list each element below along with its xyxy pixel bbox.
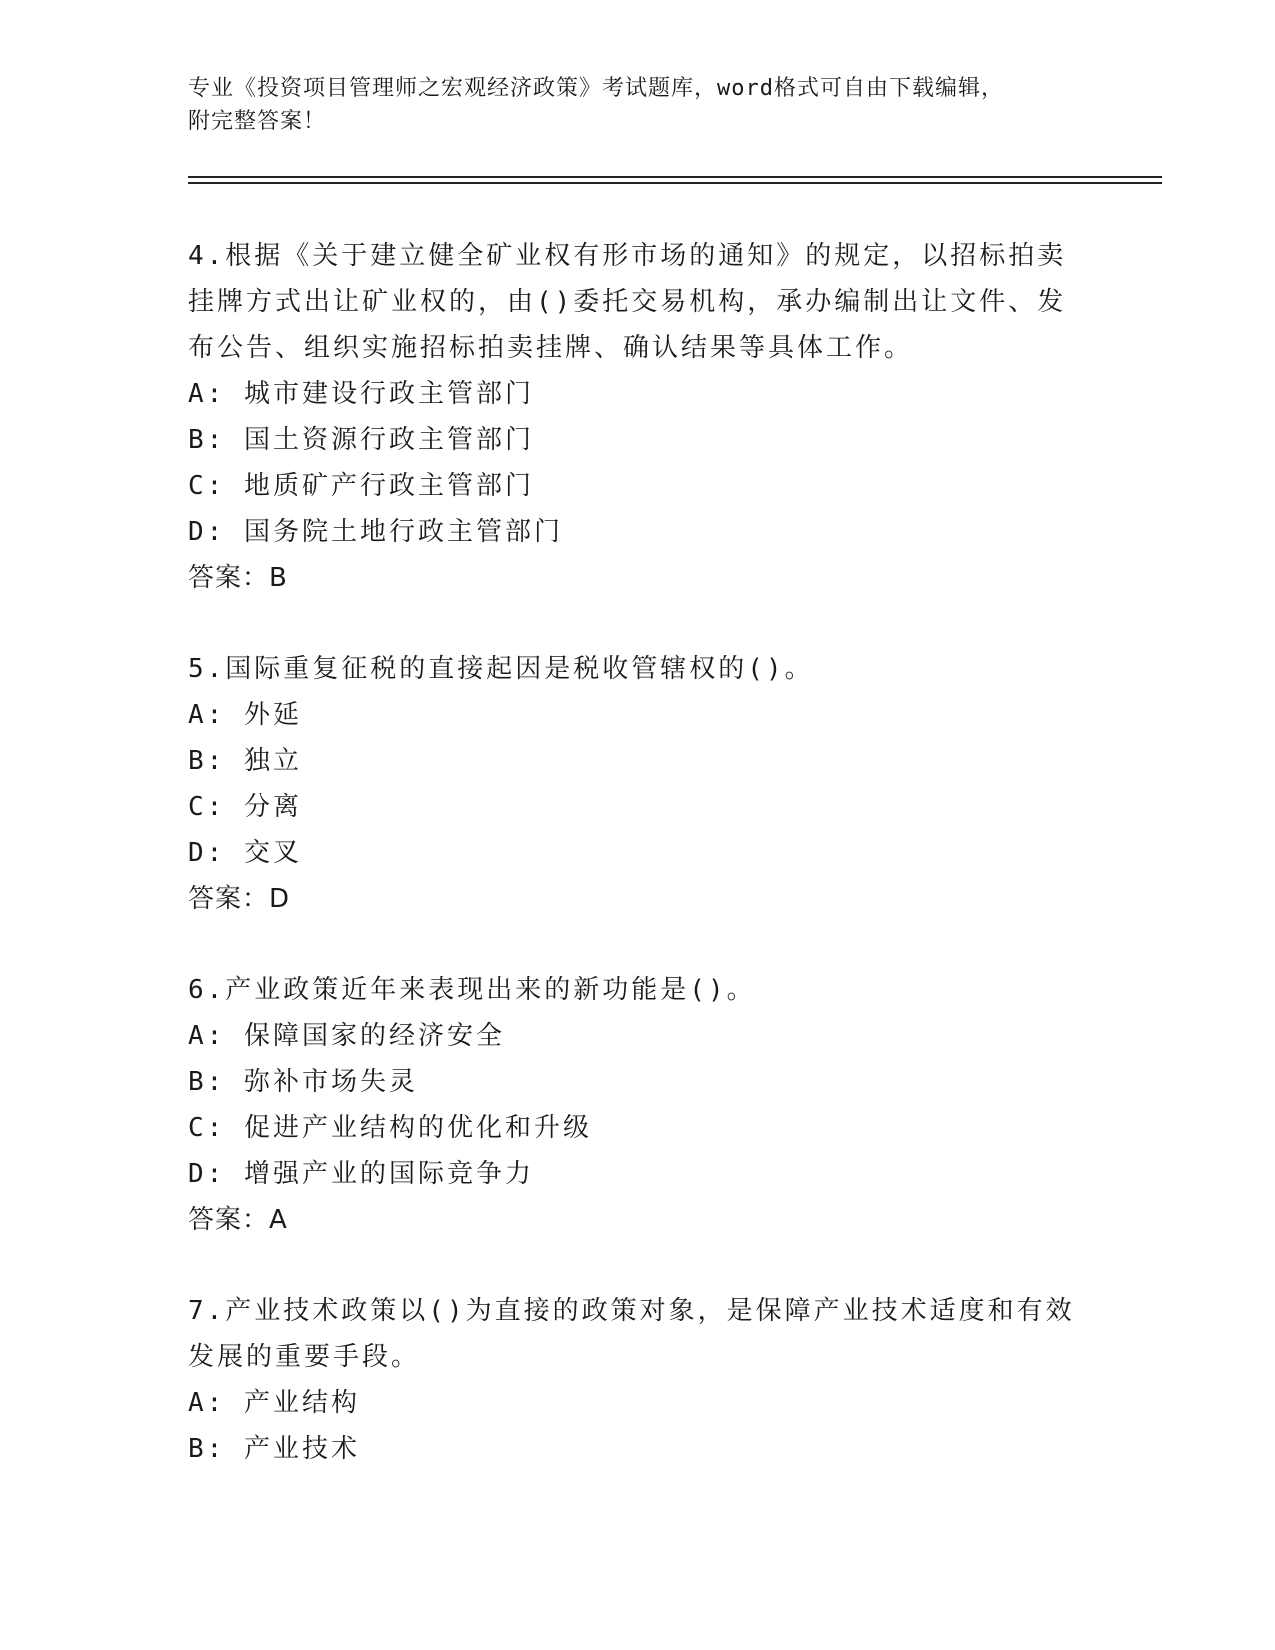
question-stem: 6.产业政策近年来表现出来的新功能是()。 bbox=[188, 975, 756, 1005]
question-stem: 7.产业技术政策以()为直接的政策对象，是保障产业技术适度和有效发展的重要手段。 bbox=[188, 1296, 1075, 1372]
question-6 bbox=[188, 967, 1088, 1243]
header-rule-bottom bbox=[188, 182, 1162, 184]
option-d: D: 国务院土地行政主管部门 bbox=[188, 517, 563, 547]
question-5 bbox=[188, 646, 1088, 922]
document-header bbox=[188, 72, 1088, 138]
option-a: A: 城市建设行政主管部门 bbox=[188, 379, 534, 409]
option-d: D: 交叉 bbox=[188, 838, 302, 868]
option-d: D: 增强产业的国际竞争力 bbox=[188, 1159, 534, 1189]
question-list bbox=[188, 233, 1088, 1472]
option-c: C: 促进产业结构的优化和升级 bbox=[188, 1113, 592, 1143]
question-7 bbox=[188, 1288, 1088, 1472]
option-a: A: 保障国家的经济安全 bbox=[188, 1021, 505, 1051]
option-a: A: 产业结构 bbox=[188, 1388, 360, 1418]
option-a: A: 外延 bbox=[188, 700, 302, 730]
answer: 答案：A bbox=[188, 1205, 288, 1235]
question-stem: 5.国际重复征税的直接起因是税收管辖权的()。 bbox=[188, 654, 814, 684]
header-rule-top bbox=[188, 176, 1162, 178]
header-line-1: 专业《投资项目管理师之宏观经济政策》考试题库，word格式可自由下载编辑， bbox=[188, 76, 1004, 101]
answer: 答案：D bbox=[188, 884, 291, 914]
option-b: B: 弥补市场失灵 bbox=[188, 1067, 418, 1097]
option-b: B: 产业技术 bbox=[188, 1434, 360, 1464]
option-b: B: 国土资源行政主管部门 bbox=[188, 425, 534, 455]
option-c: C: 分离 bbox=[188, 792, 302, 822]
answer: 答案：B bbox=[188, 563, 288, 593]
header-line-2: 附完整答案！ bbox=[188, 109, 327, 134]
question-4 bbox=[188, 233, 1088, 601]
option-b: B: 独立 bbox=[188, 746, 302, 776]
question-stem: 4.根据《关于建立健全矿业权有形市场的通知》的规定，以招标拍卖挂牌方式出让矿业权的，由()委托交易机构，承办编制出让文件、发布公告、组织实施招标拍卖挂牌、确认结果等具体工作。 bbox=[188, 241, 1067, 363]
option-c: C: 地质矿产行政主管部门 bbox=[188, 471, 534, 501]
